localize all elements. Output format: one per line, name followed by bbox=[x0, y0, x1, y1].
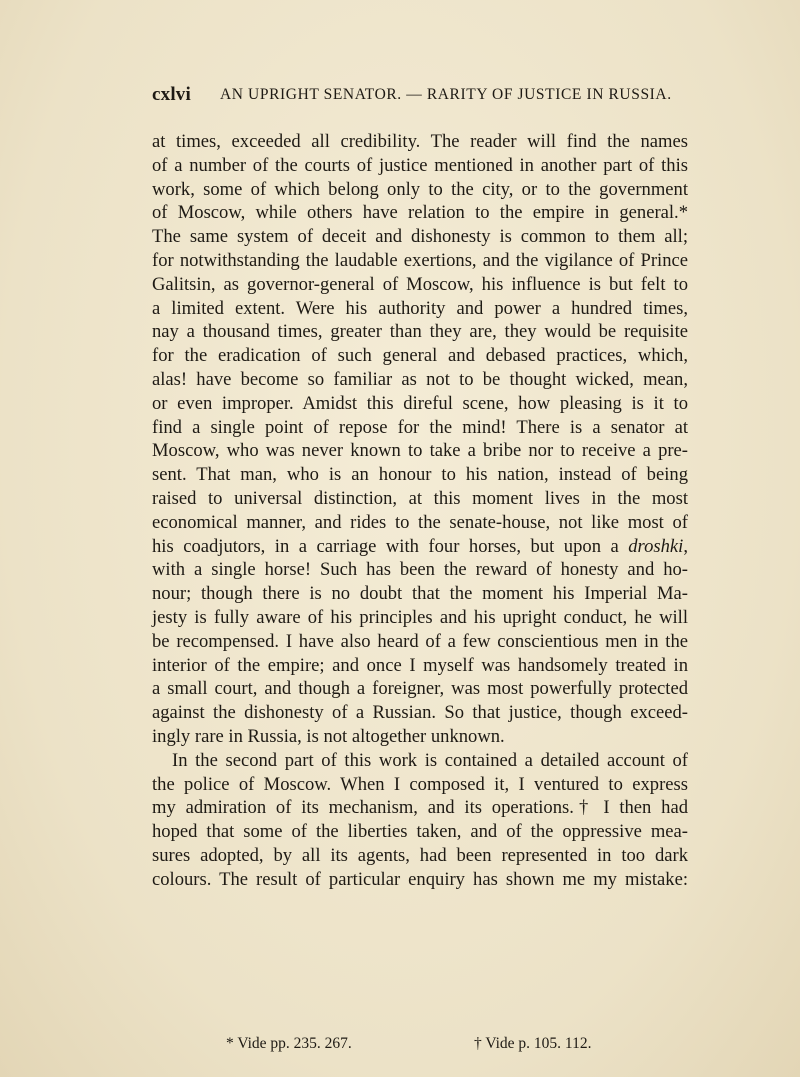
text-line: Moscow, who was never known to take a bribe nor to receive a pre- bbox=[152, 440, 688, 462]
footnote: † Vide p. 105. 112. bbox=[474, 1035, 592, 1052]
text-line: against the dishonesty of a Russian. So that justice, though exceed- bbox=[152, 702, 688, 724]
text-line: or even improper. Amidst this direful scene, how pleasing is it to bbox=[152, 392, 688, 414]
text-line: jesty is fully aware of his principles and his upright conduct, he will bbox=[152, 606, 688, 628]
text-line: economical manner, and rides to the senate-house, not like most of bbox=[152, 511, 688, 533]
text-line: a limited extent. Were his authority and power a hundred times, bbox=[152, 297, 688, 319]
text-line: for the eradication of such general and debased practices, which, bbox=[152, 345, 688, 367]
text-line: his coadjutors, in a carriage with four horses, but upon a droshki, bbox=[152, 535, 688, 557]
text-line: my admiration of its mechanism, and its operations.† I then had bbox=[152, 797, 688, 819]
text-line: of a number of the courts of justice mentioned in another part of this bbox=[152, 154, 688, 176]
text-line: alas! have become so familiar as not to be thought wicked, mean, bbox=[152, 368, 688, 390]
text-line: a small court, and though a foreigner, was most powerfully protected bbox=[152, 678, 688, 700]
body-text bbox=[152, 130, 688, 892]
text-line: The same system of deceit and dishonesty is common to them all; bbox=[152, 226, 688, 248]
text-line: at times, exceeded all credibility. The reader will find the names bbox=[152, 131, 688, 152]
text-line: be recompensed. I have also heard of a few conscientious men in the bbox=[152, 630, 688, 652]
text-line: colours. The result of particular enquiry has shown me my mistake: bbox=[152, 868, 688, 890]
text-line: ingly rare in Russia, is not altogether unknown. bbox=[152, 725, 505, 747]
text-line: the police of Moscow. When I composed it, I ventured to express bbox=[152, 773, 688, 795]
text-line: find a single point of repose for the mind! There is a senator at bbox=[152, 416, 688, 438]
running-head: AN UPRIGHT SENATOR. — RARITY OF JUSTICE IN RUSSIA. bbox=[220, 86, 672, 103]
italic-word: droshki bbox=[628, 535, 684, 557]
text-line: nour; though there is no doubt that the moment his Imperial Ma- bbox=[152, 583, 688, 605]
text-line: sures adopted, by all its agents, had been represented in too dark bbox=[152, 844, 688, 866]
text-line: of Moscow, while others have relation to the empire in general.* bbox=[152, 202, 688, 224]
text-line: sent. That man, who is an honour to his nation, instead of being bbox=[152, 464, 688, 486]
text-line: In the second part of this work is contained a detailed account of bbox=[172, 749, 688, 771]
text-line: Galitsin, as governor-general of Moscow, his influence is but felt to bbox=[152, 273, 688, 295]
text-line: interior of the empire; and once I myself was handsomely treated in bbox=[152, 654, 688, 676]
text-line: for notwithstanding the laudable exertions, and the vigilance of Prince bbox=[152, 249, 688, 271]
text-line: hoped that some of the liberties taken, and of the oppressive mea- bbox=[152, 821, 688, 843]
page-number: cxlvi bbox=[152, 84, 191, 105]
text-line: with a single horse! Such has been the reward of honesty and ho- bbox=[152, 559, 688, 581]
text-line: work, some of which belong only to the city, or to the government bbox=[152, 178, 688, 200]
footnote: * Vide pp. 235. 267. bbox=[226, 1035, 352, 1052]
footnotes bbox=[226, 1035, 646, 1059]
text-line: nay a thousand times, greater than they are, they would be requisite bbox=[152, 321, 688, 343]
text-line: raised to universal distinction, at this moment lives in the most bbox=[152, 487, 688, 509]
page-header bbox=[152, 84, 692, 114]
